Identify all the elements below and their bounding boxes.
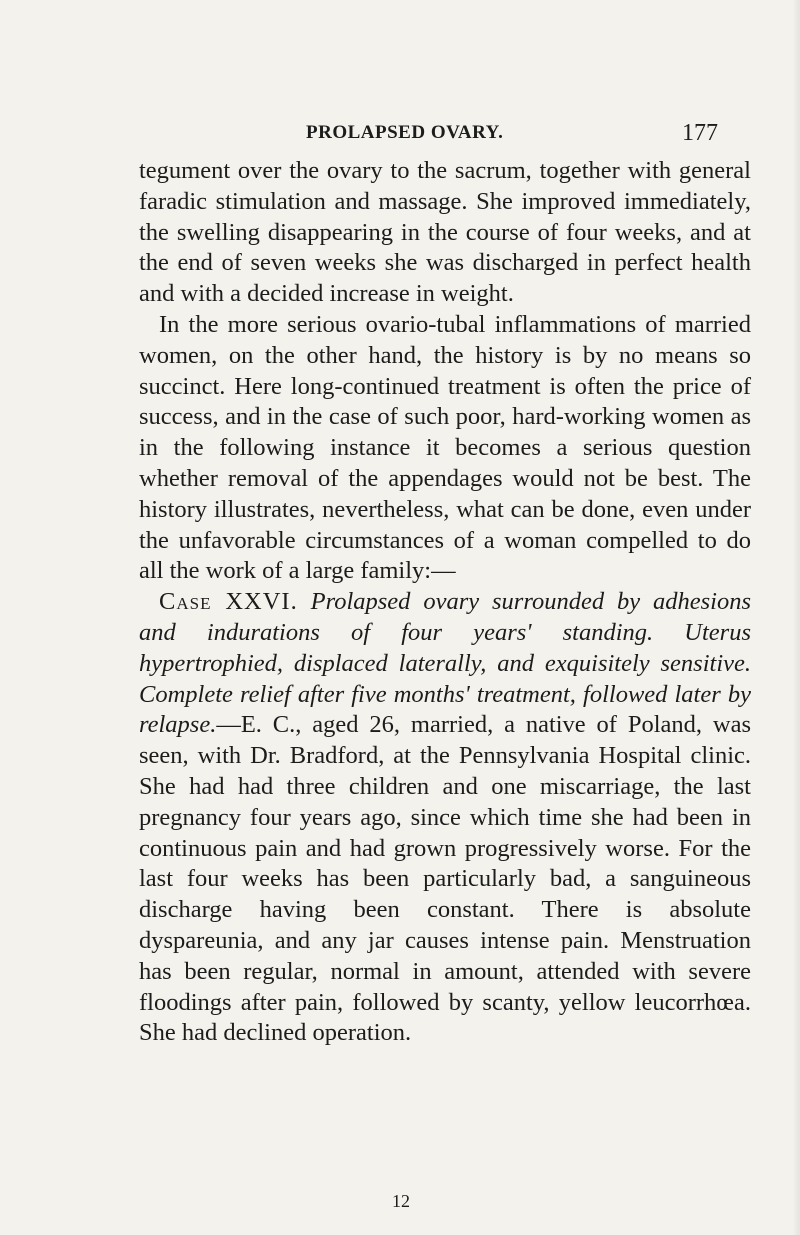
page-header [120, 120, 760, 150]
case-label: Case XXVI. [159, 588, 298, 616]
paragraph-inflammations: In the more serious ovario-tubal inflammations of married women, on the other hand, the history is by no means so succinct. Here long-continued treatment is often the price of success, and in the case of such poor, hard-working women as in the following instance it becomes a serious question whether removal of the appendages would not be best. The history illustrates, nevertheless, what can be done, even under the unfavorable circumstances of a woman compelled to do all the work of a large family:— [139, 310, 751, 585]
case-body: —E. C., aged 26, married, a native of Poland, was seen, with Dr. Bradford, at the Pennsylvania Hospital clinic. She had had three children and one miscarriage, the last pregnancy four years ago, since which time she had been in continuous pain and had grown progressively worse. For the last four weeks has been particularly bad, a sanguineous discharge having been constant. There is absolute dyspareunia, and any jar causes intense pain. Menstruation has been regular, normal in amount, attended with severe floodings after pain, followed by scanty, yellow leucorrhœa. She had declined operation. [139, 711, 751, 1047]
page-body [139, 156, 751, 1049]
page-edge-shadow [792, 0, 800, 1235]
running-head: PROLAPSED OVARY. [306, 122, 504, 143]
case-title: Prolapsed ovary surrounded by adhesions and indurations of four years' standing. Uterus hypertrophied, displaced laterally, and exquisitely sensitive. Complete relief after five months' treatment, followed later by relapse. [139, 588, 751, 739]
paragraph-continuation: tegument over the ovary to the sacrum, together with general faradic stimulation and massage. She improved immediately, the swelling disappearing in the course of four weeks, and at the end of seven weeks she was discharged in perfect health and with a decided increase in weight. [139, 157, 751, 308]
page-number: 177 [682, 120, 718, 146]
signature-mark: 12 [392, 1191, 410, 1211]
paragraph-case-xxvi [139, 587, 751, 1049]
